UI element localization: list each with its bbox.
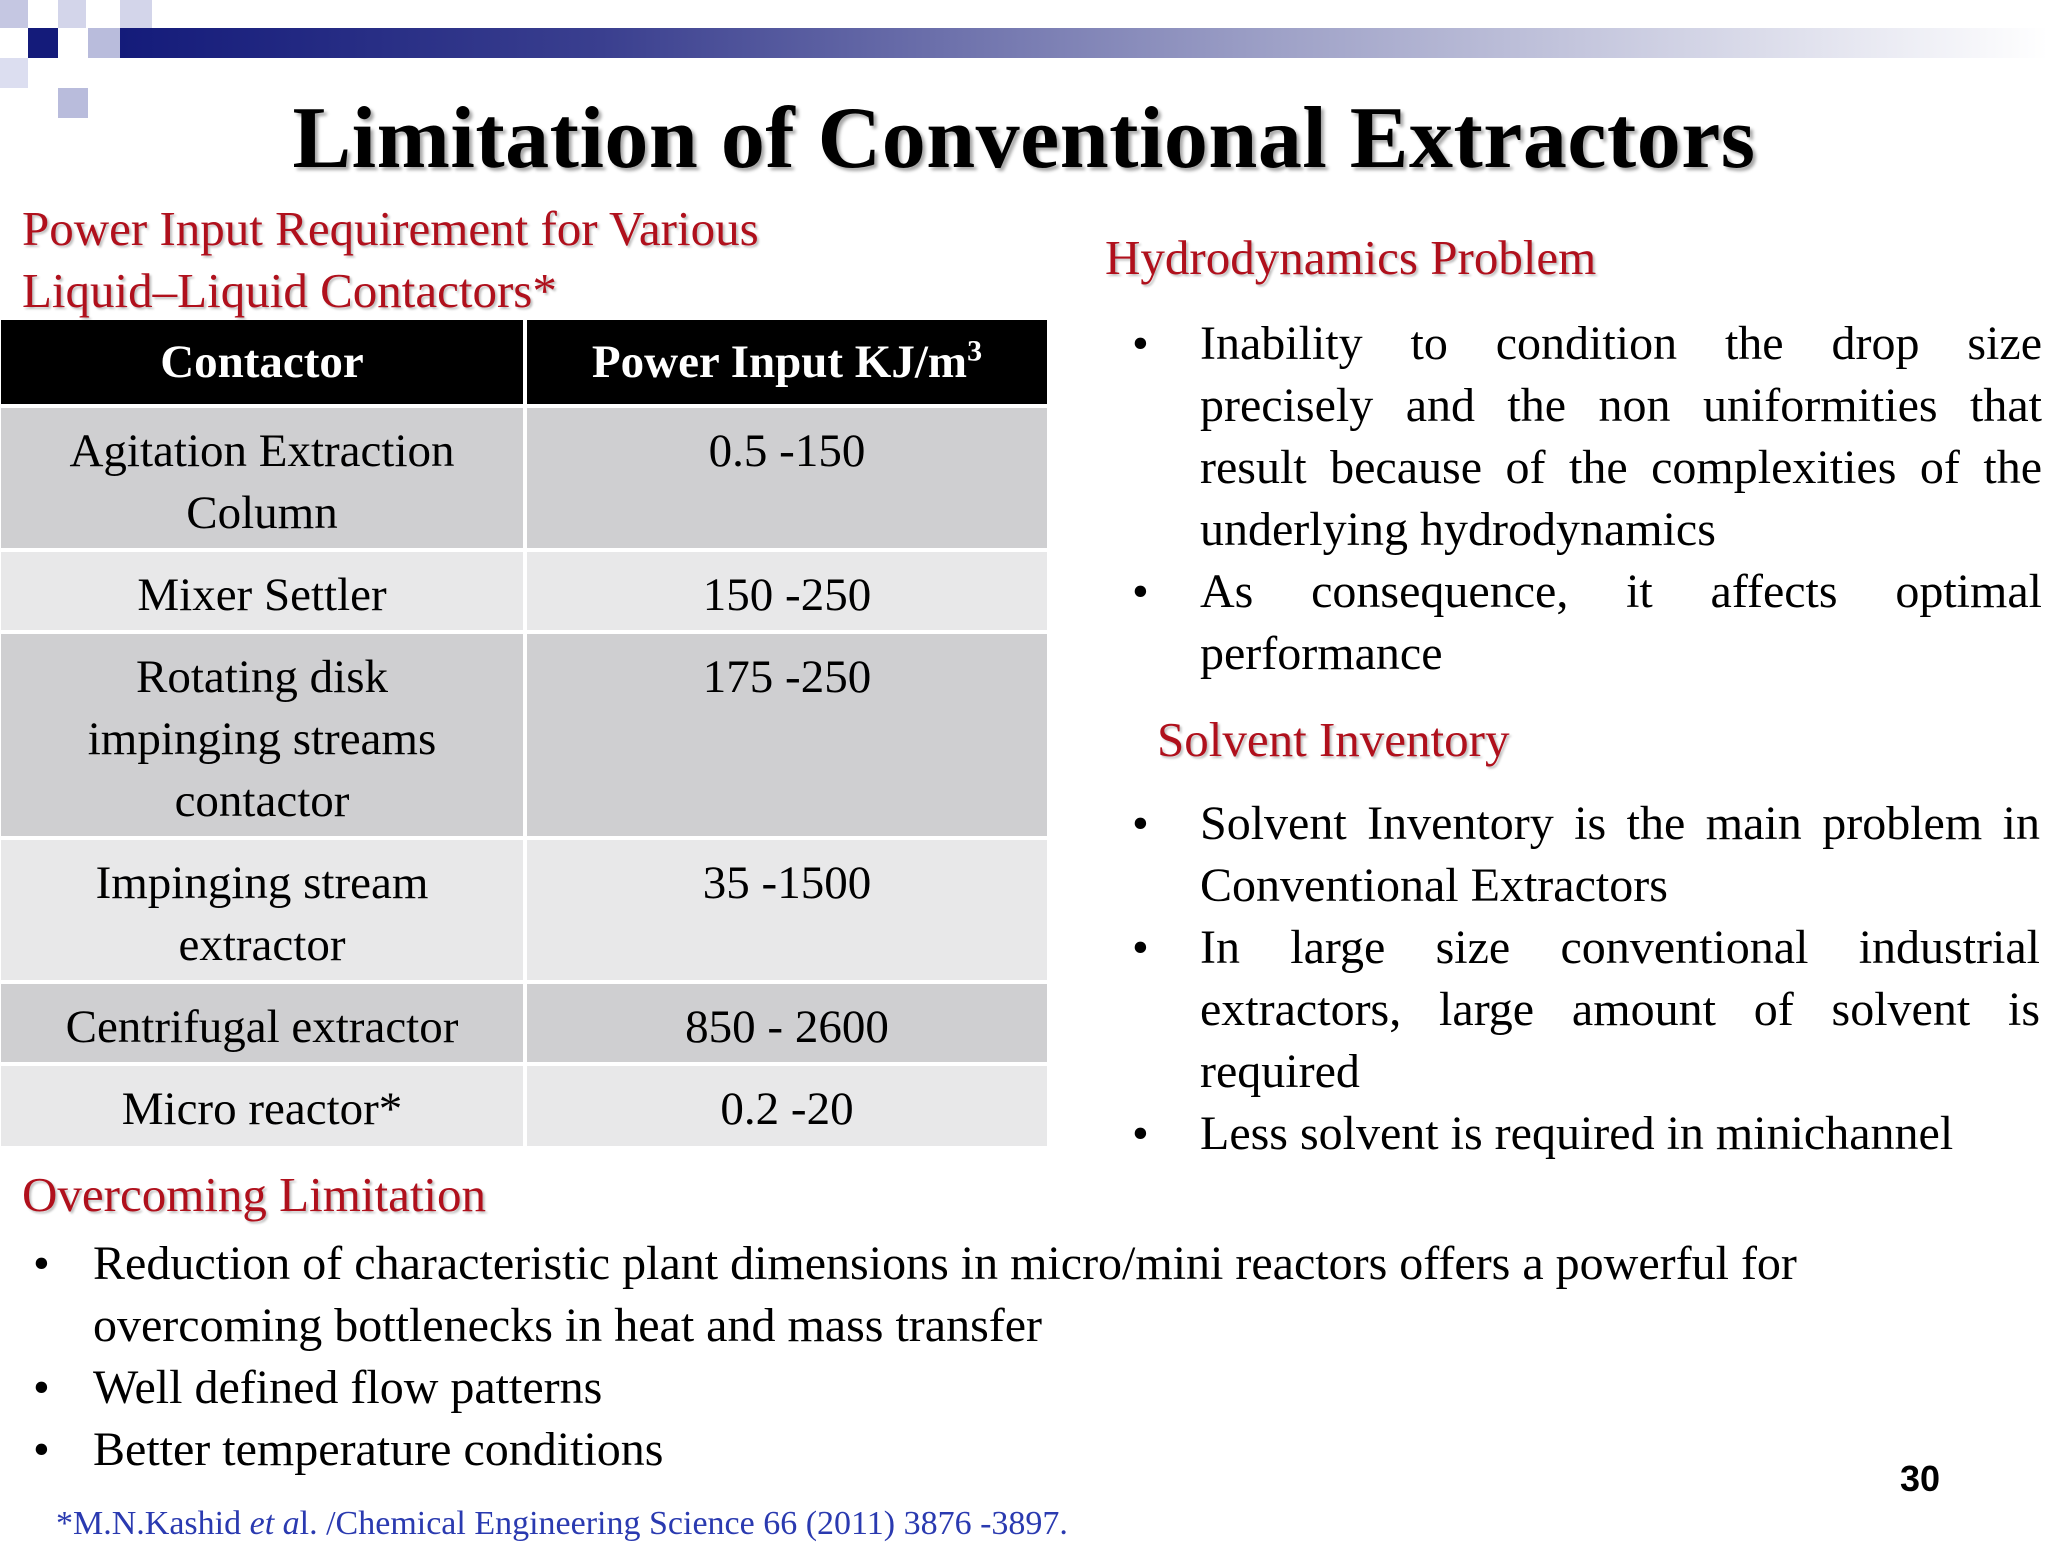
corner-square-light-4: [0, 58, 28, 88]
table-row: [1, 838, 1047, 982]
table-heading-line2: Liquid–Liquid Contactors*: [22, 263, 557, 318]
cell-power: 175 -250: [525, 632, 1047, 838]
page-number: 30: [1899, 1458, 1941, 1499]
list-item: • Inability to condition the drop size precisely and the non uniformities that result because of the complexities of the underlying hydrodynamics: [1130, 313, 2042, 561]
corner-square-light-2: [58, 0, 86, 28]
cell-power: 850 - 2600: [525, 982, 1047, 1064]
table-row: [1, 632, 1047, 838]
cell-contactor: Centrifugal extractor: [1, 982, 525, 1064]
overcoming-heading: Overcoming Limitation: [22, 1167, 487, 1222]
header-power-label: Power Input KJ/m: [591, 336, 968, 388]
table-heading-line1: Power Input Requirement for Various: [22, 201, 759, 256]
solvent-bullets: [1130, 793, 2040, 1165]
cell-contactor: Impinging stream extractor: [1, 838, 525, 982]
slide-title: Limitation of Conventional Extractors: [292, 90, 1756, 187]
table-row: [1, 1064, 1047, 1146]
list-item: • Reduction of characteristic plant dimensions in micro/mini reactors offers a powerful for overcoming bottlenecks in heat and mass transfer: [28, 1233, 1988, 1357]
overcoming-bullets: [28, 1233, 1988, 1481]
citation-footnote: [56, 1505, 1068, 1543]
table-row: [1, 406, 1047, 550]
cell-contactor: Mixer Settler: [1, 550, 525, 632]
corner-square-light-1: [0, 0, 28, 28]
footnote-suffix: l. /Chemical Engineering Science 66 (2011) 3876 -3897.: [299, 1505, 1068, 1542]
power-input-table: [1, 320, 1047, 1146]
solvent-heading: Solvent Inventory: [1157, 712, 1510, 767]
list-item: • Less solvent is required in minichannel: [1130, 1103, 2040, 1165]
table-header-row: [1, 320, 1047, 406]
table-row: [1, 982, 1047, 1064]
table-heading: [22, 198, 759, 322]
corner-square-mid-1: [88, 28, 120, 58]
cell-contactor: Agitation Extraction Column: [1, 406, 525, 550]
list-item: • As consequence, it affects optimal performance: [1130, 561, 2042, 685]
cell-power: 150 -250: [525, 550, 1047, 632]
list-item: • Well defined flow patterns: [28, 1357, 1988, 1419]
header-power-superscript: 3: [967, 334, 983, 368]
table-row: [1, 550, 1047, 632]
footnote-prefix: *M.N.Kashid: [56, 1505, 250, 1542]
cell-contactor: Rotating disk impinging streams contactor: [1, 632, 525, 838]
title-gradient-bar: [120, 28, 2048, 58]
hydrodynamics-heading: Hydrodynamics Problem: [1105, 230, 1597, 285]
list-item: • In large size conventional industrial extractors, large amount of solvent is required: [1130, 917, 2040, 1103]
cell-power: 0.2 -20: [525, 1064, 1047, 1146]
cell-power: 35 -1500: [525, 838, 1047, 982]
list-item: • Better temperature conditions: [28, 1419, 1988, 1481]
cell-contactor: Micro reactor*: [1, 1064, 525, 1146]
corner-square-dark: [28, 28, 58, 58]
footnote-etal: et a: [249, 1505, 300, 1542]
header-power-input: [525, 320, 1047, 406]
corner-square-light-3: [120, 0, 152, 28]
list-item: • Solvent Inventory is the main problem in Conventional Extractors: [1130, 793, 2040, 917]
header-contactor: Contactor: [1, 320, 525, 406]
hydrodynamics-bullets: [1130, 313, 2042, 685]
cell-power: 0.5 -150: [525, 406, 1047, 550]
